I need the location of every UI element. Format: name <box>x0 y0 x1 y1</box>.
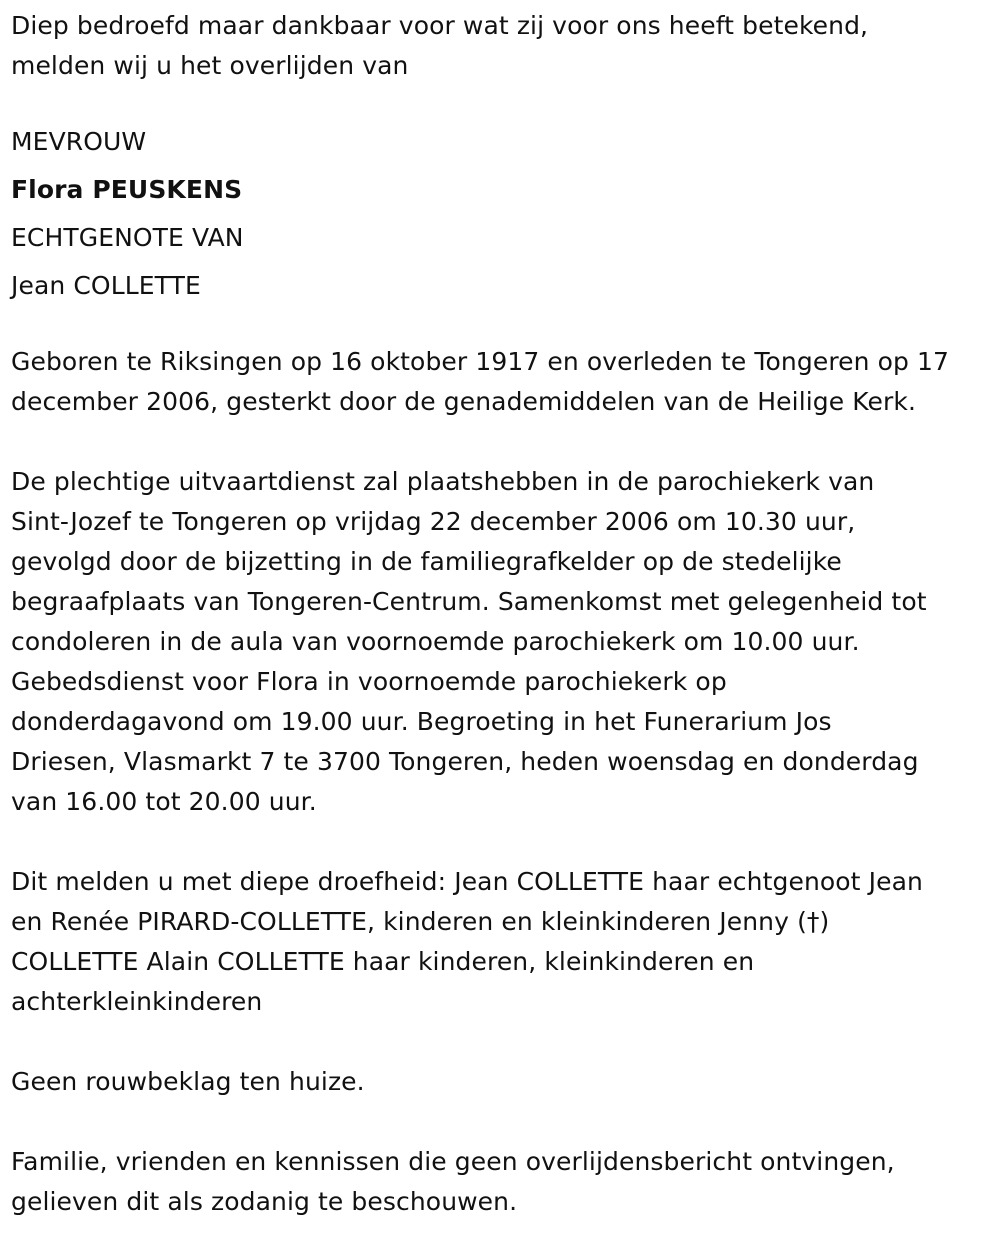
intro-paragraph <box>11 6 995 86</box>
funeral-line: Driesen, Vlasmarkt 7 te 3700 Tongeren, heden woensdag en donderdag <box>11 747 919 776</box>
family-line: en Renée PIRARD-COLLETTE, kinderen en kleinkinderen Jenny (†) <box>11 907 830 936</box>
funeral-line: gevolgd door de bijzetting in de familiegrafkelder op de stedelijke <box>11 547 842 576</box>
family-line: COLLETTE Alain COLLETTE haar kinderen, kleinkinderen en <box>11 947 755 976</box>
closing-paragraph <box>11 1142 995 1222</box>
closing-line: gelieven dit als zodanig te beschouwen. <box>11 1187 518 1216</box>
funeral-line: Gebedsdienst voor Flora in voornoemde parochiekerk op <box>11 667 727 696</box>
family-line: Dit melden u met diepe droefheid: Jean COLLETTE haar echtgenoot Jean <box>11 867 923 896</box>
no-condolence-notice: Geen rouwbeklag ten huize. <box>11 1067 365 1096</box>
deceased-relation: ECHTGENOTE VAN <box>11 223 244 252</box>
spouse-name: Jean COLLETTE <box>11 271 201 300</box>
funeral-line: Sint-Jozef te Tongeren op vrijdag 22 december 2006 om 10.30 uur, <box>11 507 856 536</box>
funeral-line: donderdagavond om 19.00 uur. Begroeting in het Funerarium Jos <box>11 707 832 736</box>
funeral-paragraph <box>11 462 995 822</box>
birth-death-line: december 2006, gesterkt door de genademiddelen van de Heilige Kerk. <box>11 387 917 416</box>
deceased-block <box>11 118 995 310</box>
birth-death-paragraph <box>11 342 995 422</box>
family-paragraph <box>11 862 995 1022</box>
closing-line: Familie, vrienden en kennissen die geen overlijdensbericht ontvingen, <box>11 1147 895 1176</box>
funeral-line: condoleren in de aula van voornoemde parochiekerk om 10.00 uur. <box>11 627 860 656</box>
funeral-line: van 16.00 tot 20.00 uur. <box>11 787 317 816</box>
intro-line: Diep bedroefd maar dankbaar voor wat zij voor ons heeft betekend, <box>11 11 869 40</box>
obituary-document <box>11 6 995 1222</box>
funeral-line: De plechtige uitvaartdienst zal plaatshebben in de parochiekerk van <box>11 467 875 496</box>
birth-death-line: Geboren te Riksingen op 16 oktober 1917 en overleden te Tongeren op 17 <box>11 347 950 376</box>
deceased-name: Flora PEUSKENS <box>11 175 243 204</box>
intro-line: melden wij u het overlijden van <box>11 51 409 80</box>
funeral-line: begraafplaats van Tongeren-Centrum. Samenkomst met gelegenheid tot <box>11 587 927 616</box>
family-line: achterkleinkinderen <box>11 987 263 1016</box>
deceased-title: MEVROUW <box>11 127 147 156</box>
